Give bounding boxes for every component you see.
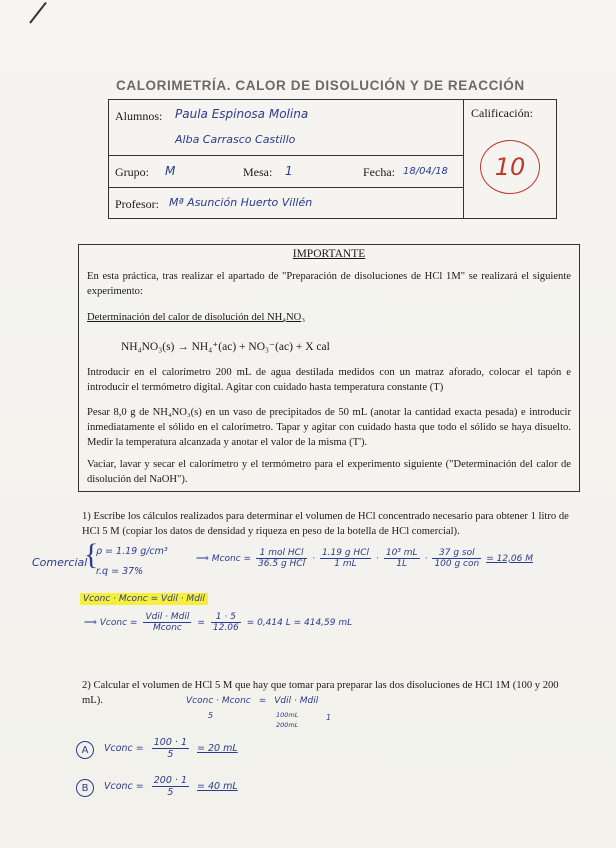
q2-formula-lhs: Vconc · Mconc [186, 696, 251, 706]
answer-a [104, 737, 238, 760]
answer-b-marker [76, 779, 94, 797]
importante-title: IMPORTANTE [292, 248, 366, 260]
question-2-text: 2) Calcular el volumen de HCl 5 M que hay que tomar para preparar las dos disoluciones de HCl 1M (100 y 200 mL). [82, 680, 559, 707]
fecha-value: 18/04/18 [403, 166, 448, 177]
data-brace: { [84, 538, 99, 571]
importante-step-1: Introducir en el calorímetro 200 mL de agua destilada medidos con un matraz aforado, colocar el tapón e introducir el termómetro digital. Agitar con cuidado hasta temperatura constante (T) [87, 367, 571, 394]
importante-box [78, 244, 580, 492]
answer-a-num: 100 · 1 [153, 737, 188, 748]
molarity-result: = 12,06 M [486, 553, 534, 564]
importante-intro: En esta práctica, tras realizar el apartado de "Preparación de disoluciones de HCl 1M" se realizará el siguiente experimento: [87, 271, 571, 298]
importante-subtitle: Determinación del calor de disolución del NH₄NO₃ [87, 312, 306, 323]
grade-value: 10 [494, 153, 526, 181]
alumno-2: Alba Carrasco Castillo [175, 133, 296, 146]
q2-formula-eq: = [258, 696, 267, 706]
answer-b-fraction [152, 775, 189, 798]
comercial-label: Comercial [32, 556, 88, 569]
answer-a-result: = 20 mL [197, 743, 238, 754]
factor-4-den: 100 g con [434, 559, 480, 569]
vconc-numeric-den: 12.06 [212, 623, 239, 633]
molarity-calculation: ⟹ Mconc = $\frac{\text{1 mol HCl}}{\text{36.5 g HCl}}$ · $\frac{\text{1.19 g HCl}}{1 mL}$ · $\frac{\text{10³ mL}}{1L}$ · $\frac{\text{37 g sol}}{\text{100 g con}}$ = 12,06 M [196, 548, 534, 569]
factor-4 [432, 548, 481, 569]
answer-b-den: 5 [167, 787, 174, 798]
factor-2 [320, 548, 371, 569]
factor-4-num: 37 g sol [432, 548, 481, 559]
dilution-formula-highlight: Vconc · Mconc = Vdil · Mdil [80, 593, 208, 605]
factor-3-num: 10³ mL [385, 548, 418, 558]
grupo-value: M [165, 164, 176, 178]
vconc-eq-sign: = [197, 617, 205, 628]
q2-formula-100: 100mL [276, 711, 299, 719]
answer-b-lhs: Vconc = [104, 781, 144, 792]
answer-a-lhs: Vconc = [104, 743, 144, 754]
importante-step-3: Vaciar, lavar y secar el calorímetro y el termómetro para el experimento siguiente ("Determinación del calor de disolución del NaOH"). [87, 459, 571, 486]
answer-b-result: = 40 mL [197, 781, 238, 792]
dissolution-equation: NH₄NO₃(s) → NH₄⁺(ac) + NO₃⁻(ac) + X cal [121, 341, 330, 353]
q2-formula-rhs: Vdil · Mdil [274, 696, 319, 706]
vconc-den: Mconc [152, 623, 182, 633]
q2-formula-200: 200mL [276, 721, 299, 729]
answer-b [104, 775, 238, 798]
grupo-label: Grupo: [115, 165, 149, 179]
factor-1-num: 1 mol HCl [256, 548, 307, 559]
q2-formula-5: 5 [208, 711, 214, 720]
document-title: CALORIMETRÍA. CALOR DE DISOLUCIÓN Y DE REACCIÓN [116, 78, 525, 93]
corner-pen-mark [29, 2, 47, 24]
factor-1-den: 36.5 g HCl [258, 559, 306, 569]
factor-1 [256, 548, 307, 569]
importante-step-2: Pesar 8,0 g de NH₄NO₃(s) en un vaso de precipitados de 50 mL (anotar la cantidad exacta pesada) e introducir inmediatamente el sólido en el calorímetro. Tapar y agitar con cuidado hasta que todo el sólido se haya disuelto. Medir la temperatura alcanzada y anotar el valor de la misma (T'). [87, 407, 571, 449]
vconc-numeric-num: 1 · 5 [211, 612, 241, 623]
profesor-value: Mª Asunción Huerto Villén [169, 196, 313, 209]
grade-circle [480, 140, 540, 194]
calificacion-label: Calificación: [471, 106, 533, 120]
answer-a-marker [76, 741, 94, 759]
alumnos-label: Alumnos: [115, 109, 163, 123]
vconc-num: Vdil · Mdil [145, 612, 190, 622]
q2-formula-1: 1 [326, 713, 332, 722]
profesor-label: Profesor: [115, 197, 159, 211]
question-1-text: 1) Escribe los cálculos realizados para determinar el volumen de HCl concentrado necesario para obtener 1 litro de HCl 5 M (copiar los datos de densidad y riqueza en peso de la botella de HCl comercial). [82, 511, 569, 538]
student-header-box [108, 99, 557, 219]
vconc-lhs: ⟹ Vconc = [84, 617, 138, 628]
density-value: ρ = 1.19 g/cm³ [96, 546, 168, 557]
factor-3-den: 1L [396, 559, 408, 569]
answer-b-label: B [81, 782, 89, 794]
molarity-lhs: ⟹ Mconc = [196, 553, 252, 564]
factor-2-den: 1 mL [334, 559, 357, 569]
vconc-result: = 0,414 L = 414,59 mL [246, 617, 353, 628]
answer-b-num: 200 · 1 [153, 775, 188, 786]
fecha-label: Fecha: [363, 165, 395, 179]
vconc-fraction [143, 612, 191, 633]
factor-2-num: 1.19 g HCl [321, 548, 369, 558]
mesa-label: Mesa: [243, 165, 273, 179]
factor-3 [384, 548, 420, 569]
mesa-value: 1 [285, 164, 293, 178]
answer-a-fraction [152, 737, 189, 760]
q2-formula [186, 696, 318, 706]
answer-a-label: A [81, 744, 89, 756]
volume-calculation [84, 612, 352, 633]
richness-value: r.q = 37% [96, 566, 144, 577]
answer-a-den: 5 [167, 749, 174, 760]
vconc-numeric-fraction [211, 612, 241, 633]
alumno-1: Paula Espinosa Molina [175, 107, 309, 121]
